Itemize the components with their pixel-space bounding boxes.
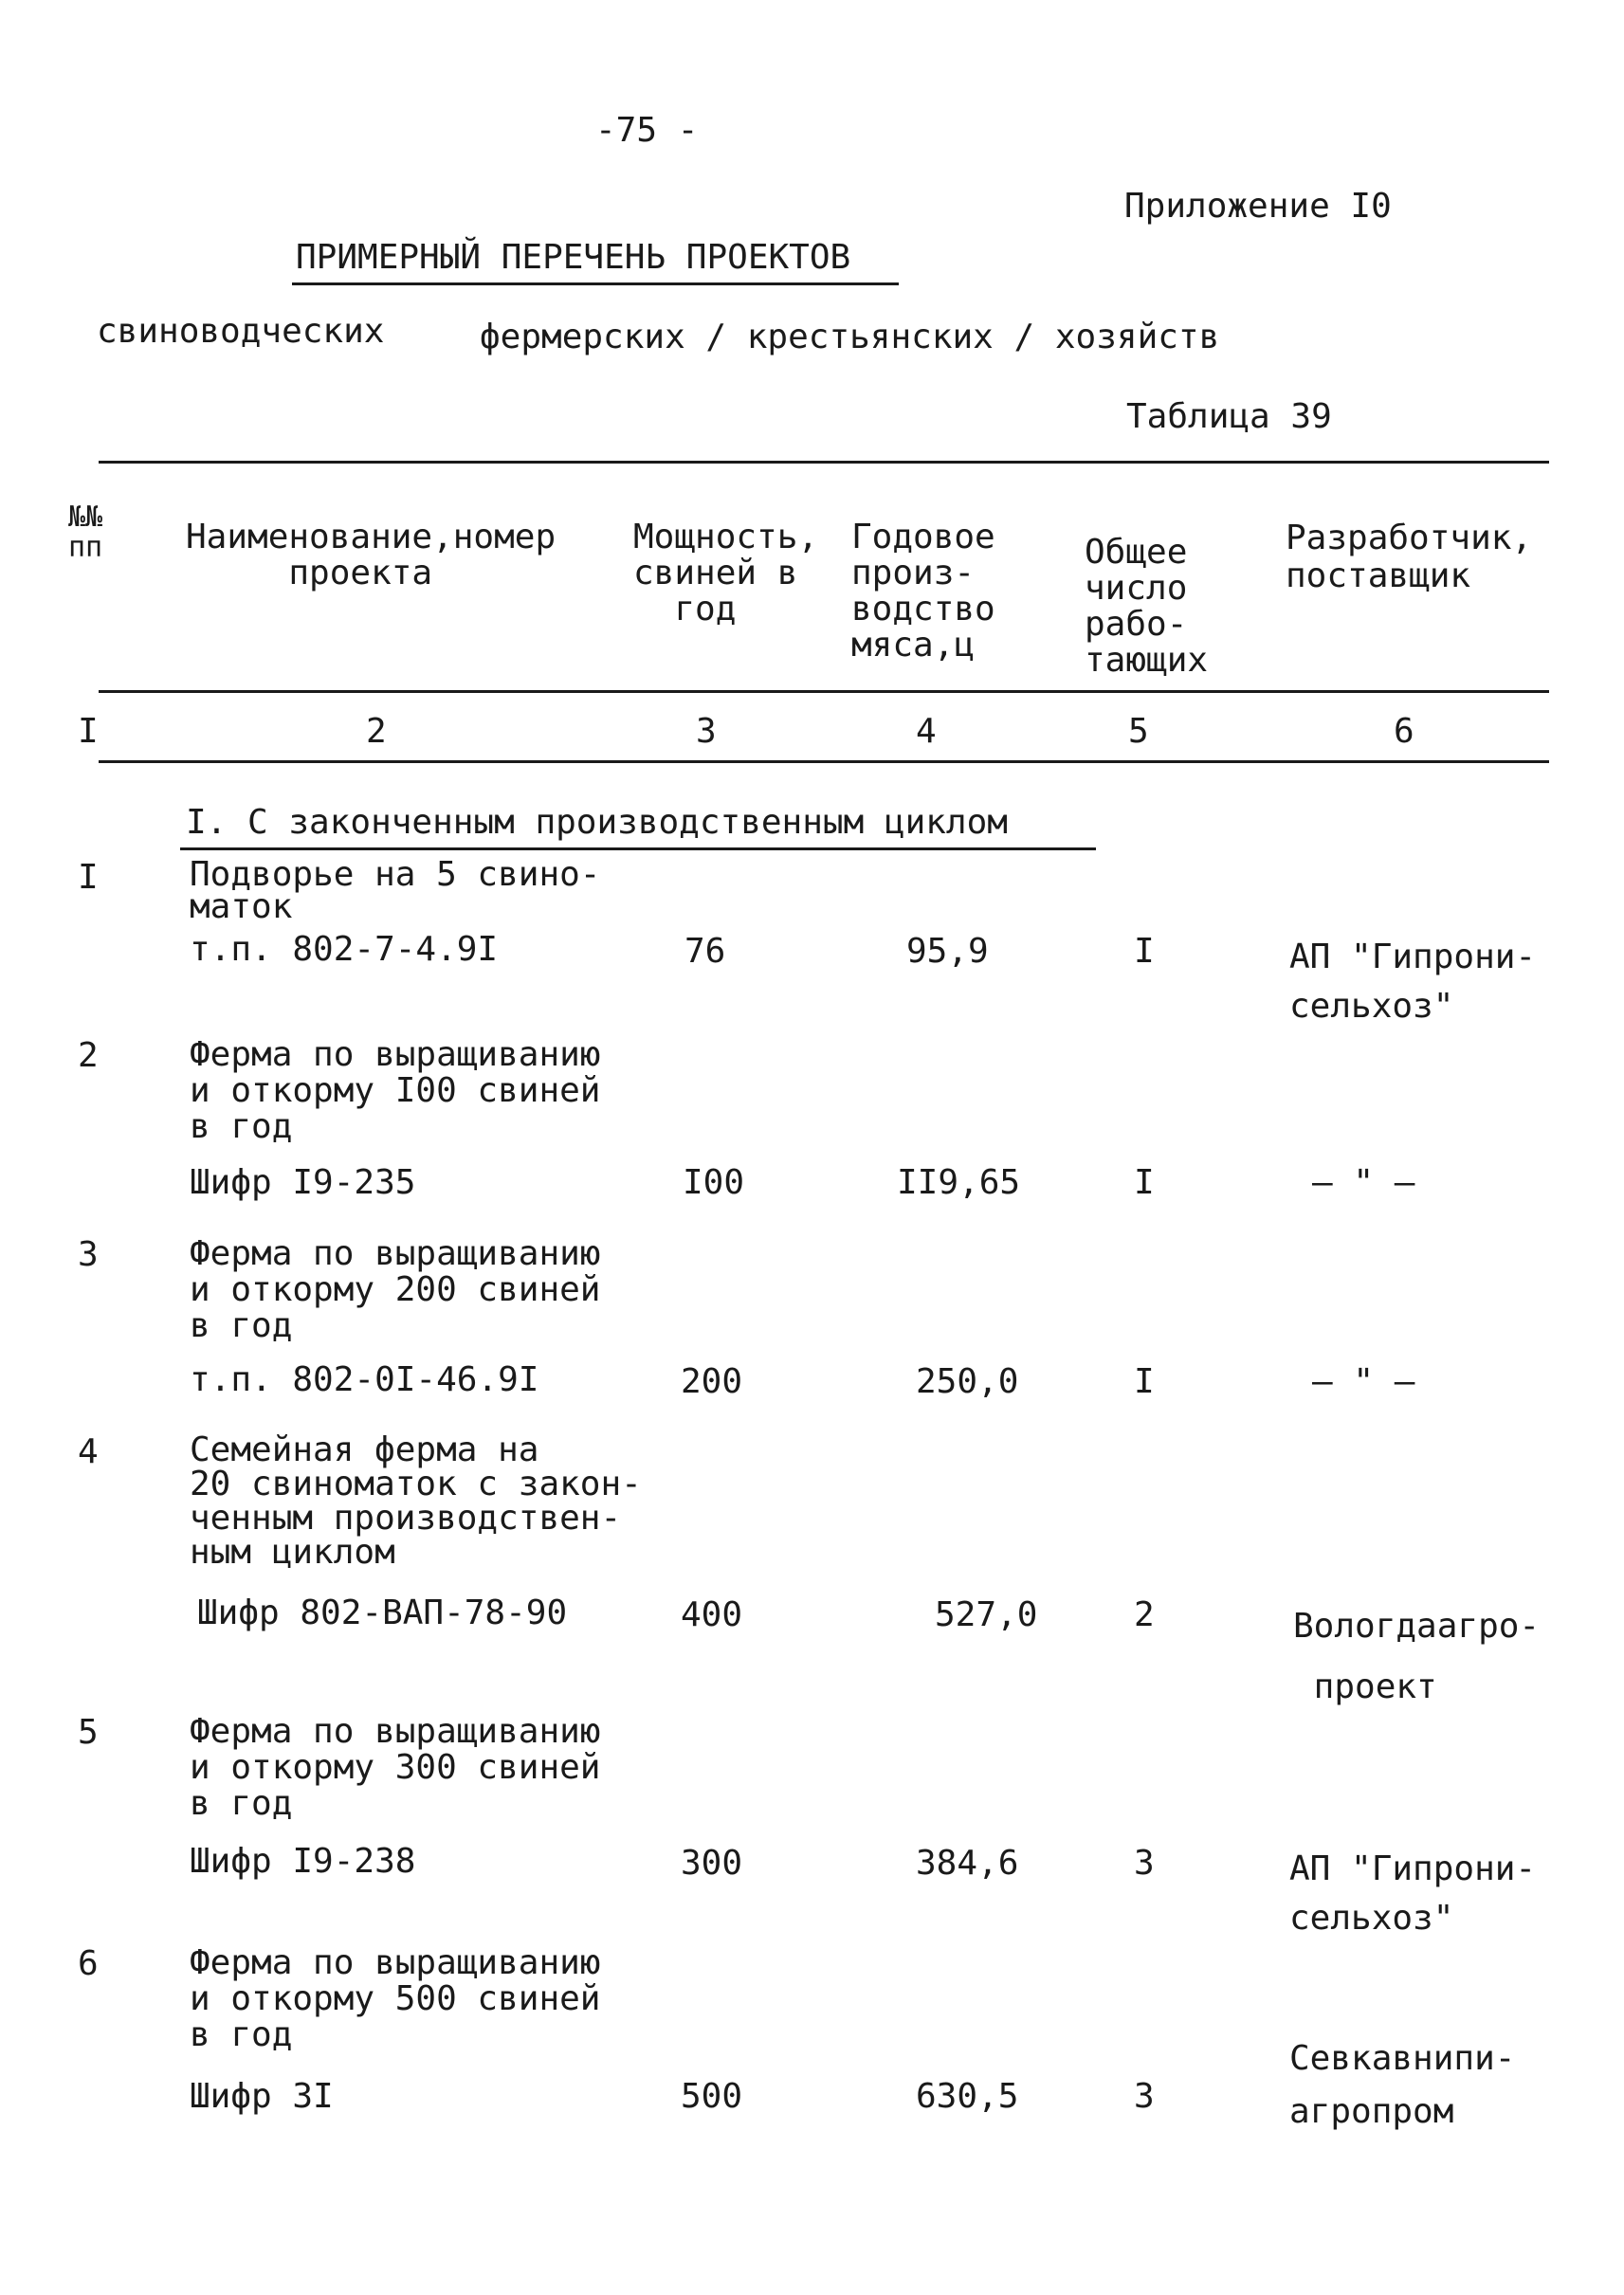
row-6-production: 630,5 (916, 2077, 1019, 2116)
row-4-workers: 2 (1134, 1595, 1155, 1634)
row-4-name: Семейная ферма на 20 свиноматок с закон- ченным производствен- ным циклом (190, 1430, 642, 1572)
header-production: Годовое произ- водство мяса,ц (851, 518, 995, 665)
row-3-name: Ферма по выращиванию и откорму 200 свиней в год (190, 1234, 601, 1345)
row-2-number: 2 (78, 1036, 99, 1075)
column-numbers-rule (99, 760, 1549, 763)
row-5-number: 5 (78, 1713, 99, 1752)
row-1-name: Подворье на 5 свино- маток (190, 855, 601, 926)
row-4-code: Шифр 802-ВАП-78-90 (197, 1594, 568, 1632)
title-underline (292, 282, 899, 285)
col-number-1: I (78, 712, 99, 751)
table-top-rule (99, 461, 1549, 464)
row-5-capacity: 300 (681, 1844, 743, 1883)
header-workers: Общее число рабо- тающих (1085, 533, 1209, 680)
header-rule (99, 690, 1549, 693)
row-6-number: 6 (78, 1944, 99, 1983)
row-1-number: I (78, 858, 99, 897)
page-number: -75 - (595, 111, 699, 150)
row-2-production: II9,65 (897, 1163, 1021, 1202)
appendix-label: Приложение I0 (1124, 187, 1392, 226)
col-number-4: 4 (916, 712, 937, 751)
row-5-production: 384,6 (916, 1844, 1019, 1883)
row-6-capacity: 500 (681, 2077, 743, 2116)
col-number-6: 6 (1394, 712, 1414, 751)
row-1-developer: АП "Гипрони- сельхоз" (1289, 938, 1537, 1026)
row-1-capacity: 76 (684, 932, 726, 971)
col-number-3: 3 (696, 712, 717, 751)
row-5-workers: 3 (1134, 1844, 1155, 1883)
row-6-developer: Севкавнипи- агропром (1289, 2039, 1516, 2131)
header-capacity: Мощность, свиней в год (633, 518, 819, 628)
table-label: Таблица 39 (1126, 397, 1332, 436)
row-2-capacity: I00 (683, 1163, 745, 1202)
row-3-code: т.п. 802-0I-46.9I (190, 1360, 539, 1399)
row-1-code: т.п. 802-7-4.9I (190, 930, 499, 969)
header-developer: Разработчик, поставщик (1286, 519, 1533, 595)
row-5-developer: АП "Гипрони- сельхоз" (1289, 1849, 1537, 1938)
row-2-name: Ферма по выращиванию и откорму I00 свиней в год (190, 1035, 601, 1146)
row-1-workers: I (1134, 932, 1155, 971)
row-1-production: 95,9 (906, 932, 989, 971)
subtitle-left: свиноводческих (97, 312, 385, 351)
row-6-code: Шифр 3I (190, 2077, 334, 2116)
header-name: Наименование,номер проекта (186, 518, 557, 592)
section-heading: I. С законченным производственным циклом (186, 803, 1008, 842)
row-3-capacity: 200 (681, 1362, 743, 1401)
row-4-production: 527,0 (935, 1595, 1038, 1634)
col-number-5: 5 (1128, 712, 1149, 751)
row-4-developer: Вологдаагро- проект (1293, 1607, 1541, 1706)
page-title: ПРИМЕРНЫЙ ПЕРЕЧЕНЬ ПРОЕКТОВ (296, 238, 851, 277)
row-2-workers: I (1134, 1163, 1155, 1202)
row-6-workers: 3 (1134, 2077, 1155, 2116)
row-3-number: 3 (78, 1235, 99, 1274)
row-2-developer: – " – (1312, 1163, 1415, 1202)
row-3-developer: – " – (1312, 1362, 1415, 1401)
row-4-capacity: 400 (681, 1595, 743, 1634)
row-2-code: Шифр I9-235 (190, 1163, 416, 1202)
row-3-workers: I (1134, 1362, 1155, 1401)
subtitle-right: фермерских / крестьянских / хозяйств (480, 318, 1220, 356)
row-4-number: 4 (78, 1432, 99, 1471)
row-5-name: Ферма по выращиванию и откорму 300 свиней в год (190, 1712, 601, 1823)
row-5-code: Шифр I9-238 (190, 1842, 416, 1881)
section-underline (180, 847, 1096, 850)
row-3-production: 250,0 (916, 1362, 1019, 1401)
col-number-2: 2 (366, 712, 387, 751)
row-6-name: Ферма по выращиванию и откорму 500 свиней в год (190, 1943, 601, 2054)
header-number: №№ пп (68, 501, 103, 564)
